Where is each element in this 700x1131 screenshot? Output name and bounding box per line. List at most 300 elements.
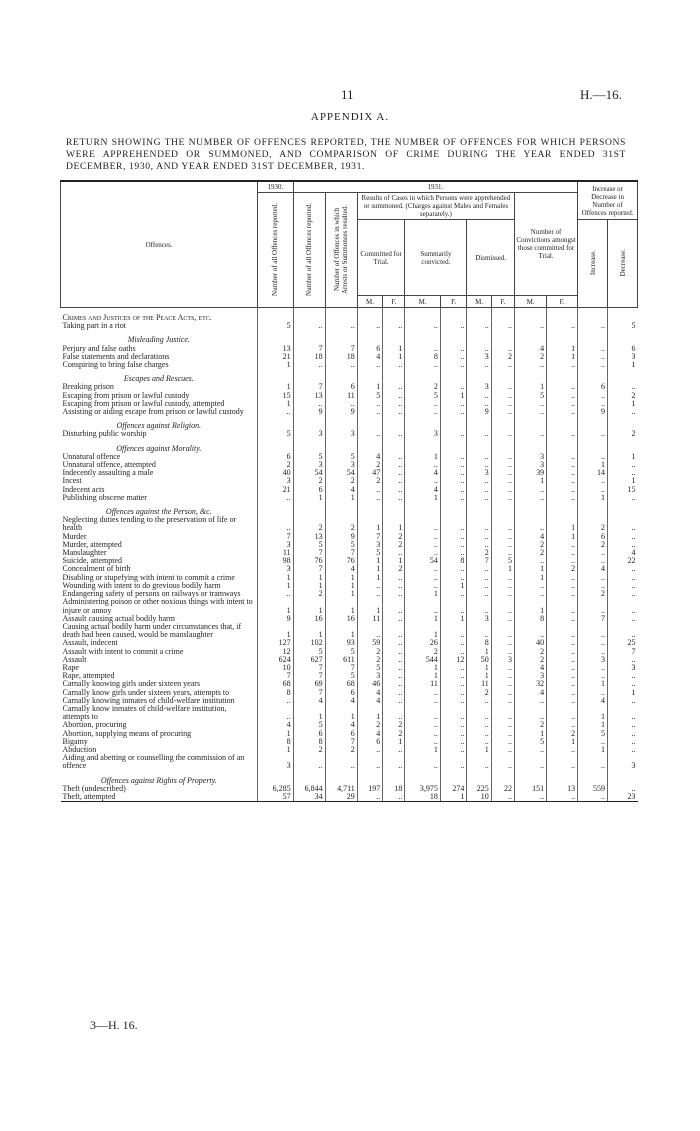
offence-label: Endangering safety of persons on railways or tramways	[62, 589, 241, 599]
table-cell: ..	[383, 705, 405, 721]
table-cell: ..	[405, 574, 440, 582]
table-cell: ..	[440, 361, 467, 369]
table-cell: ..	[258, 408, 293, 416]
table-cell: ..	[491, 516, 514, 532]
table-cell: 5	[325, 453, 357, 461]
table-cell: 1	[293, 494, 325, 502]
table-cell: ..	[383, 408, 405, 416]
table-cell: 11	[258, 549, 293, 557]
table-cell: 39	[515, 469, 547, 477]
table-cell: 7	[325, 738, 357, 746]
table-row	[61, 361, 638, 369]
table-cell: 1	[405, 494, 440, 502]
table-cell: ..	[325, 361, 357, 369]
table-cell: ..	[440, 353, 467, 361]
offence-label: Abduction	[62, 744, 97, 754]
section-heading-row	[61, 771, 638, 785]
table-cell: ..	[608, 656, 638, 664]
offence-label: Misleading Justice.	[127, 335, 190, 345]
table-cell: 1	[515, 477, 547, 485]
table-cell: ..	[440, 664, 467, 672]
table-row	[61, 322, 638, 330]
table-cell: ..	[383, 322, 405, 330]
table-cell: 1	[258, 383, 293, 391]
table-cell: ..	[608, 598, 638, 614]
table-cell: 3	[467, 353, 491, 361]
table-cell: ..	[491, 477, 514, 485]
table-cell: ..	[608, 705, 638, 721]
table-cell: ..	[608, 541, 638, 549]
table-cell: 3	[608, 754, 638, 770]
table-cell: 15	[258, 392, 293, 400]
offence-label: Abortion, procuring	[62, 720, 127, 730]
table-cell: ..	[578, 361, 608, 369]
table-cell: 4	[357, 353, 382, 361]
table-cell: 559	[578, 785, 608, 793]
table-cell: 8	[440, 557, 467, 565]
table-cell: ..	[467, 477, 491, 485]
table-cell: 8	[258, 738, 293, 746]
section-heading-row	[61, 330, 638, 344]
table-cell: ..	[578, 754, 608, 770]
offence-label: Manslaughter	[62, 548, 107, 558]
table-cell: ..	[440, 730, 467, 738]
table-cell: ..	[440, 721, 467, 729]
table-cell: ..	[383, 486, 405, 494]
table-cell: 1	[325, 705, 357, 721]
table-cell: 1	[608, 400, 638, 408]
table-cell: 6	[293, 486, 325, 494]
table-cell: ..	[440, 461, 467, 469]
table-cell: ..	[467, 345, 491, 353]
table-cell: 40	[258, 469, 293, 477]
table-cell: ..	[467, 730, 491, 738]
table-cell: 54	[325, 469, 357, 477]
offence-label: Unnatural offence, attempted	[62, 460, 156, 470]
table-cell: 1	[578, 705, 608, 721]
table-cell: 25	[608, 639, 638, 647]
table-cell: 3	[578, 656, 608, 664]
table-cell: 2	[608, 392, 638, 400]
table-cell: ..	[491, 648, 514, 656]
table-cell: ..	[547, 754, 578, 770]
table-cell: ..	[547, 392, 578, 400]
offence-label: Conspiring to bring false charges	[62, 360, 169, 370]
table-cell: 1	[405, 623, 440, 639]
offence-label: Assault, indecent	[62, 638, 118, 648]
table-cell: 1	[258, 574, 293, 582]
header-committed: Committed for Trial.	[357, 220, 405, 296]
table-cell: ..	[491, 453, 514, 461]
table-cell: ..	[440, 590, 467, 598]
table-cell: ..	[491, 793, 514, 802]
offence-label: Unnatural offence	[62, 451, 121, 461]
offence-label: Bigamy	[62, 736, 88, 746]
table-cell: ..	[357, 623, 382, 639]
table-cell: ..	[515, 754, 547, 770]
table-cell: 1	[440, 615, 467, 623]
table-cell: ..	[357, 322, 382, 330]
table-row	[61, 623, 638, 639]
table-cell: ..	[515, 361, 547, 369]
table-cell: ..	[383, 469, 405, 477]
offence-label: Wounding with intent to do grevious bodily harm	[62, 580, 221, 590]
table-cell: 1	[440, 582, 467, 590]
header-offences: Offences.	[61, 181, 258, 308]
offence-label: Breaking prison	[62, 382, 114, 392]
table-cell: 3	[258, 565, 293, 573]
table-cell: 54	[405, 557, 440, 565]
page-reference: H.—16.	[580, 87, 622, 102]
table-cell: 1	[467, 664, 491, 672]
table-cell: 26	[405, 639, 440, 647]
table-cell: 18	[325, 353, 357, 361]
table-cell: ..	[440, 648, 467, 656]
table-cell: 6,285	[258, 785, 293, 793]
table-cell: 4	[405, 486, 440, 494]
table-cell: ..	[467, 361, 491, 369]
table-cell: ..	[258, 494, 293, 502]
table-cell: ..	[491, 705, 514, 721]
table-cell: ..	[491, 430, 514, 438]
table-row	[61, 533, 638, 541]
table-cell: 197	[357, 785, 382, 793]
table-cell: 4	[608, 549, 638, 557]
table-cell: ..	[608, 672, 638, 680]
table-cell: ..	[440, 705, 467, 721]
table-cell: ..	[578, 322, 608, 330]
table-cell: ..	[515, 430, 547, 438]
table-cell: 2	[515, 648, 547, 656]
category-heading-row	[61, 308, 638, 323]
header-convictions: Number of Convictions amongst those committed for Trial.	[515, 193, 578, 296]
table-cell: 1	[578, 721, 608, 729]
table-cell: ..	[578, 582, 608, 590]
table-cell: ..	[547, 672, 578, 680]
table-cell: 1	[325, 623, 357, 639]
table-cell: 7	[325, 345, 357, 353]
table-cell: ..	[547, 705, 578, 721]
table-cell: ..	[383, 574, 405, 582]
table-cell: ..	[405, 477, 440, 485]
table-cell: ..	[405, 400, 440, 408]
table-cell: 93	[325, 639, 357, 647]
table-cell: ..	[491, 322, 514, 330]
table-cell: 12	[440, 656, 467, 664]
table-cell: ..	[491, 615, 514, 623]
table-cell: 1	[608, 361, 638, 369]
table-cell: ..	[467, 705, 491, 721]
table-cell: ..	[467, 322, 491, 330]
table-cell: 1	[325, 494, 357, 502]
table-cell: ..	[608, 574, 638, 582]
table-cell: ..	[440, 430, 467, 438]
table-cell: ..	[491, 754, 514, 770]
table-cell: ..	[547, 477, 578, 485]
table-cell: ..	[440, 494, 467, 502]
table-cell: 2	[357, 477, 382, 485]
table-cell: ..	[383, 697, 405, 705]
table-cell: 6	[357, 738, 382, 746]
table-cell: 3	[357, 672, 382, 680]
table-cell: 4	[515, 689, 547, 697]
table-cell: 1	[383, 557, 405, 565]
table-cell: ..	[440, 477, 467, 485]
header-f: F.	[491, 296, 514, 308]
table-cell: 4	[258, 721, 293, 729]
table-cell: 1	[258, 361, 293, 369]
table-cell: ..	[515, 322, 547, 330]
table-cell: ..	[515, 590, 547, 598]
table-cell: 1	[578, 461, 608, 469]
header-f: F.	[440, 296, 467, 308]
header-reported-1930: Number of all Offences reported.	[271, 202, 280, 296]
table-cell: 2	[515, 721, 547, 729]
table-cell: 18	[293, 353, 325, 361]
table-cell: 3	[491, 656, 514, 664]
table-cell: 1	[578, 746, 608, 754]
header-m: M.	[357, 296, 382, 308]
table-cell: ..	[405, 408, 440, 416]
table-cell: 1	[440, 793, 467, 802]
offence-label: Offences against Morality.	[116, 443, 202, 453]
table-cell: ..	[258, 516, 293, 532]
table-cell: ..	[383, 598, 405, 614]
table-cell: ..	[357, 754, 382, 770]
table-cell: ..	[467, 430, 491, 438]
table-cell: 1	[325, 598, 357, 614]
table-cell: 2	[578, 516, 608, 532]
table-cell: ..	[467, 494, 491, 502]
table-cell: 22	[608, 557, 638, 565]
table-cell: ..	[467, 590, 491, 598]
table-cell: ..	[293, 754, 325, 770]
table-cell: ..	[608, 461, 638, 469]
table-cell: 2	[467, 549, 491, 557]
table-cell: ..	[491, 486, 514, 494]
table-cell: 3	[515, 453, 547, 461]
table-cell: 6	[325, 689, 357, 697]
table-cell: 1	[357, 557, 382, 565]
table-cell: ..	[440, 533, 467, 541]
table-cell: 15	[608, 486, 638, 494]
table-cell: 102	[293, 639, 325, 647]
table-cell: 6	[608, 345, 638, 353]
table-cell: 21	[258, 353, 293, 361]
table-cell: 4	[405, 469, 440, 477]
table-cell: ..	[547, 721, 578, 729]
table-cell: ..	[440, 598, 467, 614]
table-cell: 1	[491, 565, 514, 573]
table-cell: 5	[608, 322, 638, 330]
table-cell: ..	[608, 494, 638, 502]
table-cell: ..	[547, 697, 578, 705]
table-cell: 1	[405, 453, 440, 461]
table-cell: 2	[325, 477, 357, 485]
table-cell: ..	[440, 738, 467, 746]
table-cell: ..	[608, 785, 638, 793]
table-cell: 3	[608, 353, 638, 361]
table-cell: 4	[293, 697, 325, 705]
section-heading-row	[61, 369, 638, 383]
table-cell: ..	[383, 549, 405, 557]
offence-label: False statements and declarations	[62, 351, 170, 361]
table-cell: ..	[325, 322, 357, 330]
table-cell: 9	[293, 408, 325, 416]
table-cell: 1	[325, 582, 357, 590]
table-cell: ..	[608, 383, 638, 391]
table-cell: 1	[383, 516, 405, 532]
table-cell: 1	[547, 353, 578, 361]
table-cell: 29	[325, 793, 357, 802]
table-cell: ..	[608, 680, 638, 688]
table-cell: 5	[325, 672, 357, 680]
table-cell: 7	[293, 672, 325, 680]
table-cell: 6	[357, 345, 382, 353]
table-cell: ..	[547, 582, 578, 590]
table-cell: 3	[467, 469, 491, 477]
table-cell: 1	[608, 477, 638, 485]
table-cell: ..	[383, 461, 405, 469]
table-cell: ..	[547, 461, 578, 469]
table-cell: 2	[578, 541, 608, 549]
table-cell: ..	[440, 408, 467, 416]
table-cell: 6	[325, 383, 357, 391]
table-cell: ..	[293, 361, 325, 369]
table-cell: 7	[293, 565, 325, 573]
table-cell: 1	[578, 680, 608, 688]
table-cell: ..	[357, 400, 382, 408]
table-cell: ..	[440, 697, 467, 705]
table-cell: 5	[293, 648, 325, 656]
offence-label: Theft (undescribed)	[62, 783, 126, 793]
table-cell: ..	[578, 486, 608, 494]
table-cell: ..	[547, 615, 578, 623]
table-cell: 4	[357, 689, 382, 697]
table-cell: ..	[383, 680, 405, 688]
table-cell: 3	[467, 383, 491, 391]
table-cell: 59	[357, 639, 382, 647]
offence-label: Rape	[62, 662, 79, 672]
table-cell: 5	[515, 392, 547, 400]
offence-label: Assault causing actual bodily harm	[62, 613, 175, 623]
table-cell: 68	[258, 680, 293, 688]
table-cell: 1	[547, 533, 578, 541]
table-cell: 12	[258, 648, 293, 656]
table-cell: 1	[258, 746, 293, 754]
offence-label: Aiding and abetting or counselling the commission of an offence	[62, 753, 245, 771]
table-cell: ..	[405, 738, 440, 746]
table-cell: ..	[405, 516, 440, 532]
table-cell: ..	[293, 400, 325, 408]
table-cell: ..	[383, 477, 405, 485]
table-cell: ..	[405, 541, 440, 549]
table-cell: 1	[578, 494, 608, 502]
table-cell: 3	[258, 754, 293, 770]
table-cell: ..	[491, 345, 514, 353]
table-cell: ..	[578, 664, 608, 672]
table-cell: ..	[405, 533, 440, 541]
table-cell: 3	[293, 461, 325, 469]
table-cell: ..	[357, 430, 382, 438]
table-cell: ..	[608, 623, 638, 639]
table-cell: ..	[405, 697, 440, 705]
table-cell: 5	[325, 541, 357, 549]
table-row	[61, 486, 638, 494]
table-cell: ..	[515, 408, 547, 416]
table-cell: ..	[578, 549, 608, 557]
table-cell: ..	[440, 322, 467, 330]
table-cell: 2	[383, 533, 405, 541]
table-cell: ..	[405, 689, 440, 697]
table-cell: 13	[293, 392, 325, 400]
table-cell: 5	[293, 453, 325, 461]
table-cell: ..	[405, 754, 440, 770]
header-summarily: Summarily convicted.	[405, 220, 467, 296]
table-cell: ..	[547, 746, 578, 754]
table-cell: ..	[467, 392, 491, 400]
table-cell: 1	[515, 574, 547, 582]
table-cell: 5	[357, 664, 382, 672]
table-cell: 8	[258, 689, 293, 697]
table-cell: 225	[467, 785, 491, 793]
table-cell: ..	[515, 582, 547, 590]
header-arrests: Number of Offences in which Arrests or Summonses resulted.	[333, 204, 350, 294]
offence-label: Incest	[62, 476, 82, 486]
table-cell: 9	[325, 533, 357, 541]
table-cell: ..	[491, 392, 514, 400]
table-cell: ..	[405, 721, 440, 729]
table-cell: 23	[608, 793, 638, 802]
table-cell: 2	[467, 689, 491, 697]
table-cell: ..	[467, 697, 491, 705]
table-cell: ..	[608, 516, 638, 532]
table-cell: ..	[547, 361, 578, 369]
table-cell: ..	[491, 721, 514, 729]
table-cell: 3	[325, 430, 357, 438]
table-cell: 1	[357, 565, 382, 573]
table-cell: ..	[491, 574, 514, 582]
table-cell: 1	[258, 582, 293, 590]
table-cell: ..	[383, 623, 405, 639]
table-cell: ..	[578, 689, 608, 697]
table-cell: ..	[608, 746, 638, 754]
table-cell: ..	[405, 361, 440, 369]
header-decrease: Decrease.	[618, 248, 627, 277]
table-cell: 544	[405, 656, 440, 664]
header-1931: 1931.	[293, 181, 578, 193]
table-cell: ..	[547, 383, 578, 391]
table-cell: ..	[405, 598, 440, 614]
appendix-heading: APPENDIX A.	[310, 111, 390, 123]
table-cell: 1	[293, 598, 325, 614]
table-cell: ..	[547, 541, 578, 549]
table-cell: ..	[467, 541, 491, 549]
table-cell: 1	[405, 664, 440, 672]
table-cell: ..	[578, 453, 608, 461]
table-cell: 3	[515, 672, 547, 680]
offence-label: Taking part in a riot	[62, 321, 126, 331]
table-cell: 3	[515, 461, 547, 469]
table-cell: 624	[258, 656, 293, 664]
return-title: RETURN SHOWING THE NUMBER OF OFFENCES REPORTED, THE NUMBER OF OFFENCES FOR WHICH PERSONS WERE APPREHENDED OR SUMMONED, AND COMPARISON OF CRIME DURING THE YEAR ENDED 31ST DECEMBER, 1930, AND YEAR ENDED 31ST DECEMBER, 1931.	[66, 137, 626, 172]
table-cell: 3	[293, 430, 325, 438]
table-cell: ..	[440, 486, 467, 494]
table-cell: ..	[440, 689, 467, 697]
table-cell: 3	[467, 615, 491, 623]
table-cell: 3	[357, 541, 382, 549]
table-cell: 1	[383, 738, 405, 746]
